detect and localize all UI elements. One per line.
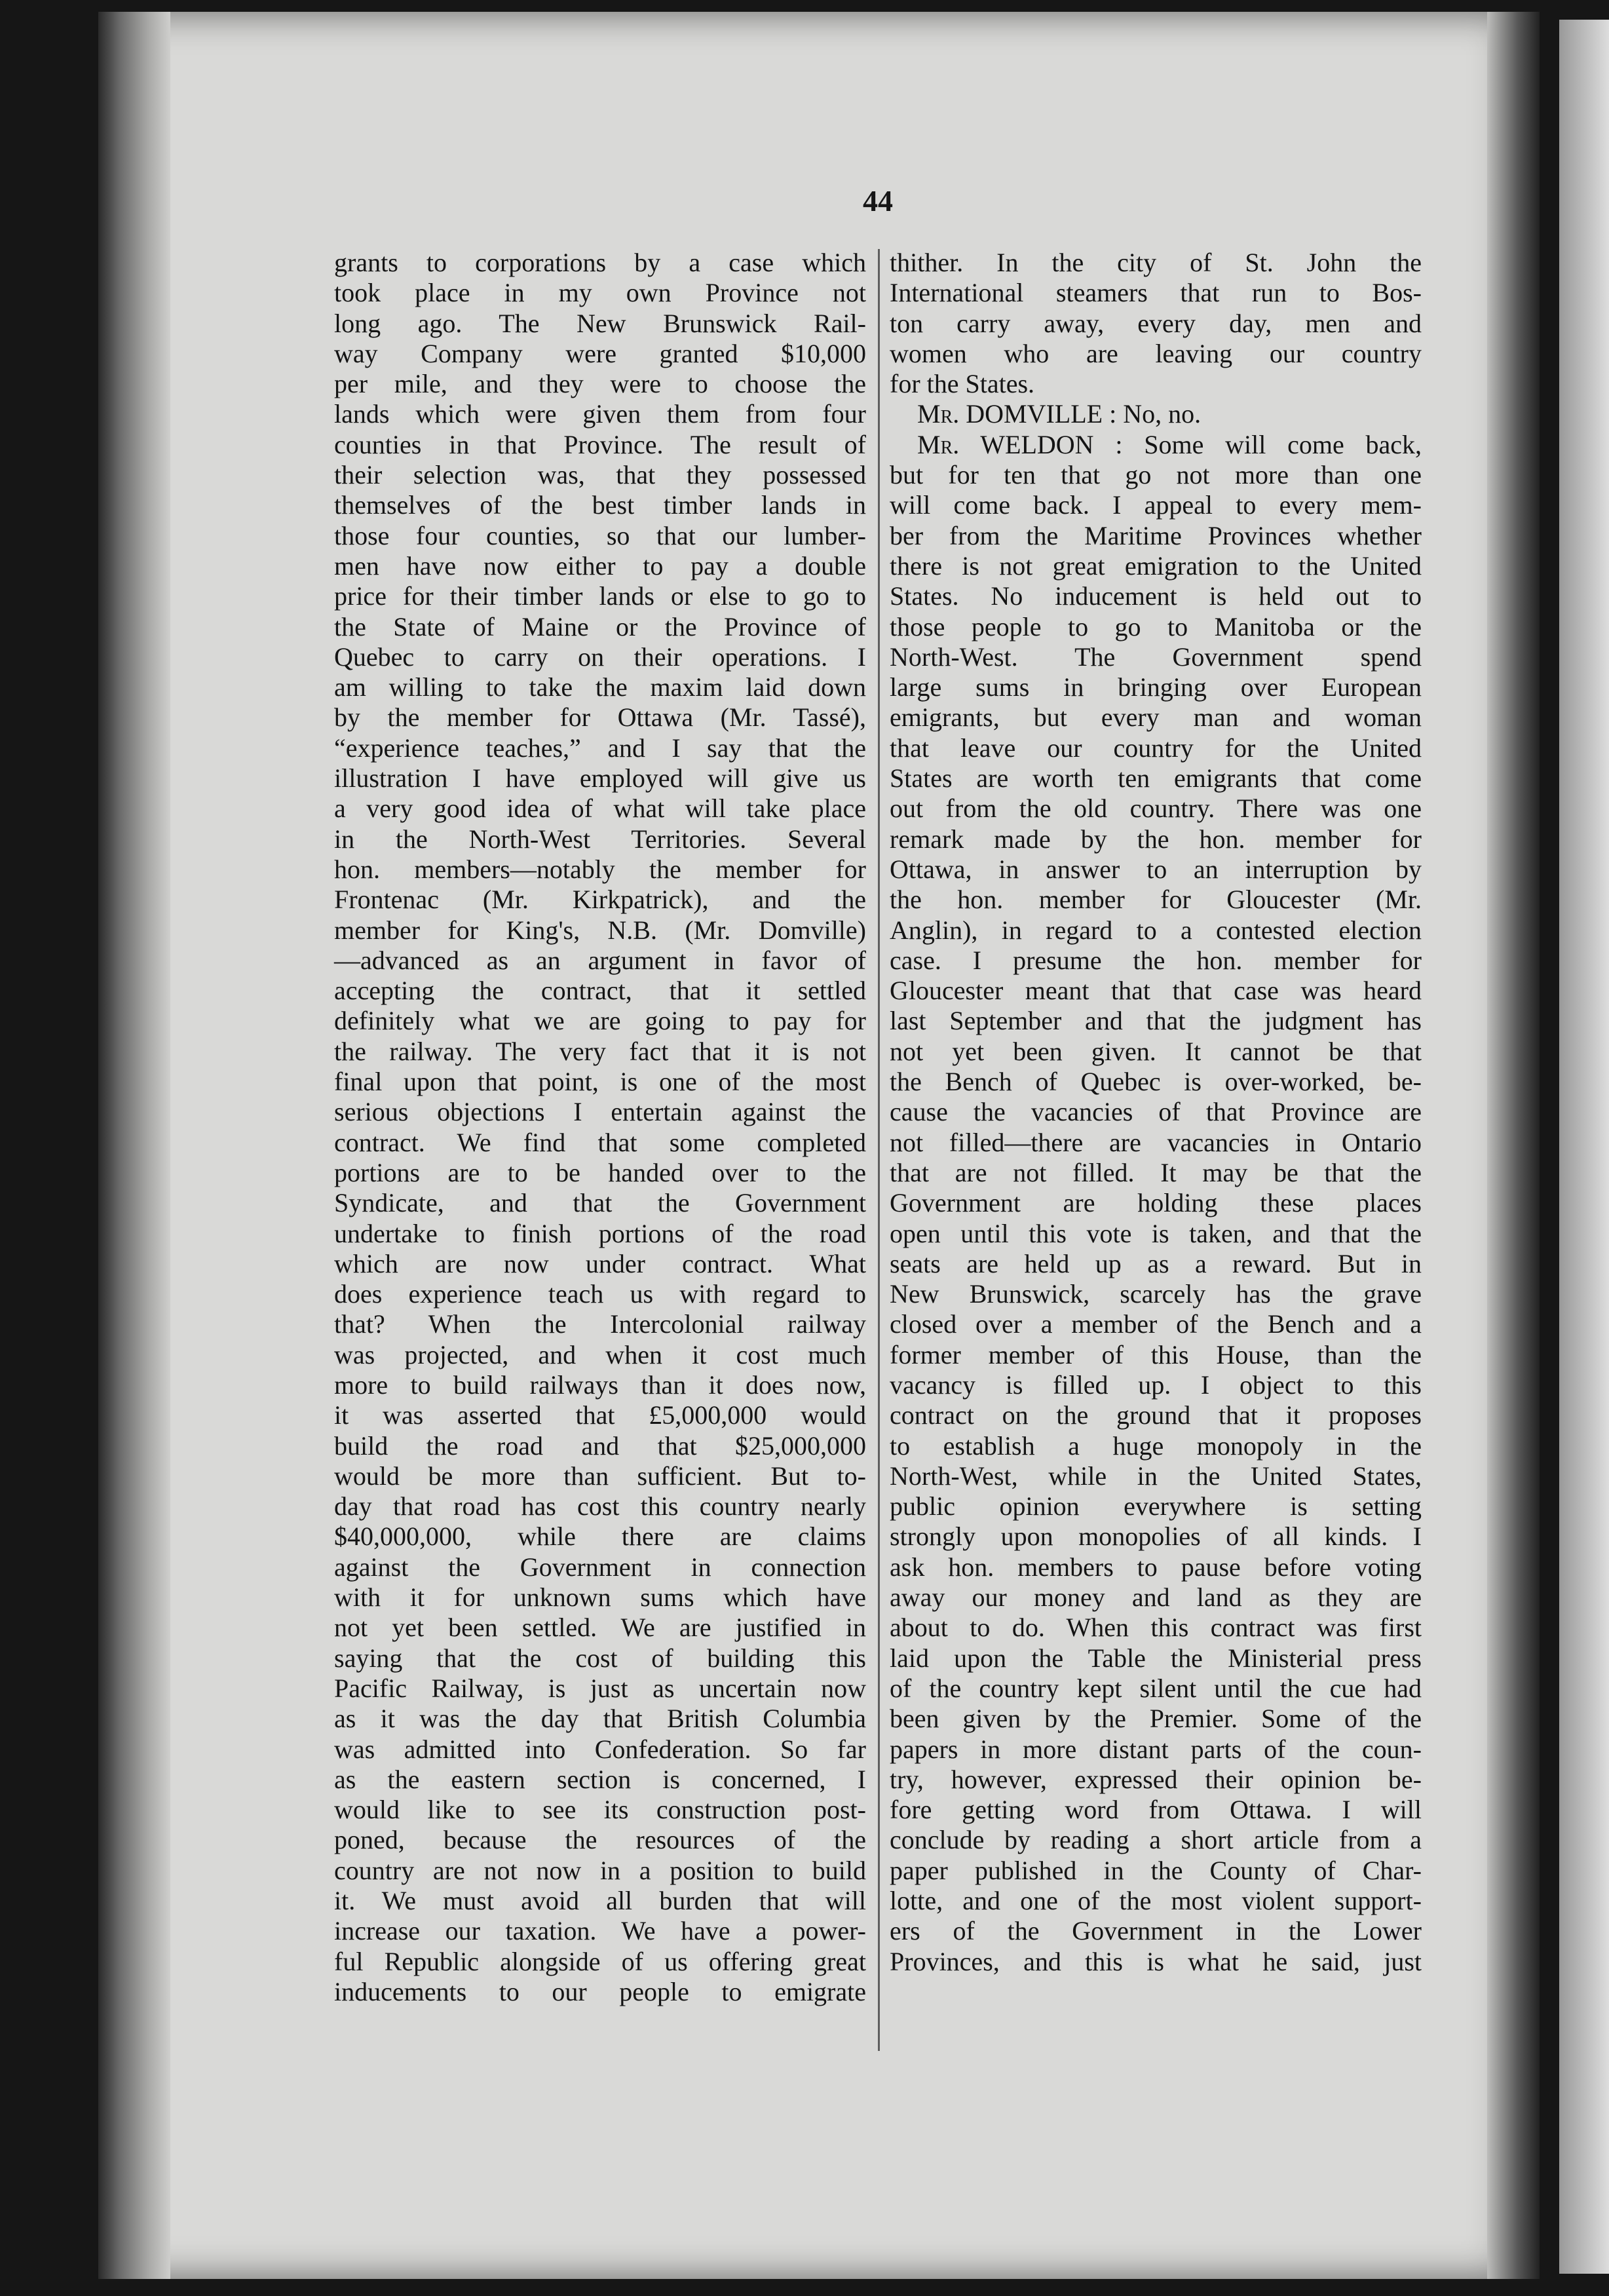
right-column bbox=[890, 248, 1422, 1977]
text-line: that are not filled. It may be that the bbox=[890, 1157, 1422, 1187]
text-line: would be more than sufficient. But to- bbox=[334, 1461, 866, 1491]
text-line: ask hon. members to pause before voting bbox=[890, 1552, 1422, 1582]
text-line: not yet been given. It cannot be that bbox=[890, 1036, 1422, 1066]
text-line: definitely what we are going to pay for bbox=[334, 1006, 866, 1036]
text-line: those four counties, so that our lumber- bbox=[334, 520, 866, 550]
text-line: Quebec to carry on their operations. I bbox=[334, 641, 866, 672]
text-line: North-West, while in the United States, bbox=[890, 1461, 1422, 1491]
text-line: lotte, and one of the most violent support- bbox=[890, 1886, 1422, 1916]
text-line: ber from the Maritime Provinces whether bbox=[890, 520, 1422, 550]
text-line: strongly upon monopolies of all kinds. I bbox=[890, 1521, 1422, 1552]
text-line: inducements to our people to emigrate bbox=[334, 1976, 866, 2006]
text-line: that? When the Intercolonial railway bbox=[334, 1309, 866, 1339]
text-line: long ago. The New Brunswick Rail- bbox=[334, 308, 866, 338]
text-line: increase our taxation. We have a power- bbox=[334, 1916, 866, 1946]
text-line: ers of the Government in the Lower bbox=[890, 1916, 1422, 1946]
text-line: there is not great emigration to the United bbox=[890, 550, 1422, 581]
speaker-domville: Mr. DOMVILLE : bbox=[917, 399, 1117, 429]
next-page-edge bbox=[1559, 20, 1609, 2274]
text-line: final upon that point, is one of the most bbox=[334, 1067, 866, 1097]
text-line: away our money and land as they are bbox=[890, 1582, 1422, 1613]
text-line: more to build railways than it does now, bbox=[334, 1369, 866, 1400]
text-line: International steamers that run to Bos- bbox=[890, 278, 1422, 308]
text-line: paper published in the County of Char- bbox=[890, 1855, 1422, 1885]
text-line: lands which were given them from four bbox=[334, 399, 866, 429]
text-line: price for their timber lands or else to go to bbox=[334, 581, 866, 611]
text-line: would like to see its construction post- bbox=[334, 1795, 866, 1825]
text-line: case. I presume the hon. member for bbox=[890, 945, 1422, 975]
text-line: about to do. When this contract was first bbox=[890, 1613, 1422, 1643]
text-line: fore getting word from Ottawa. I will bbox=[890, 1795, 1422, 1825]
text-line: conclude by reading a short article from a bbox=[890, 1825, 1422, 1855]
speaker-weldon: Mr. WELDON : bbox=[917, 429, 1123, 459]
weldon-first-text: Some will come back, bbox=[1144, 429, 1422, 459]
text-line: illustration I have employed will give us bbox=[334, 763, 866, 794]
text-line: day that road has cost this country nearly bbox=[334, 1491, 866, 1521]
text-line: Ottawa, in answer to an interruption by bbox=[890, 854, 1422, 884]
text-line: States are worth ten emigrants that come bbox=[890, 763, 1422, 794]
text-line: was projected, and when it cost much bbox=[334, 1339, 866, 1369]
text-line: but for ten that go not more than one bbox=[890, 460, 1422, 490]
text-line: not filled—there are vacancies in Ontario bbox=[890, 1127, 1422, 1157]
text-line: Pacific Railway, is just as uncertain now bbox=[334, 1673, 866, 1703]
text-line: that leave our country for the United bbox=[890, 733, 1422, 763]
column-divider bbox=[878, 249, 880, 2051]
text-line: in the North-West Territories. Several bbox=[334, 824, 866, 854]
page-number: 44 bbox=[863, 184, 893, 218]
text-line: a very good idea of what will take place bbox=[334, 794, 866, 824]
text-line: it was asserted that £5,000,000 would bbox=[334, 1400, 866, 1430]
text-line: will come back. I appeal to every mem- bbox=[890, 490, 1422, 520]
text-line: country are not now in a position to build bbox=[334, 1855, 866, 1885]
text-line: laid upon the Table the Ministerial press bbox=[890, 1643, 1422, 1673]
text-line: which are now under contract. What bbox=[334, 1248, 866, 1278]
text-line: —advanced as an argument in favor of bbox=[334, 945, 866, 975]
text-line: women who are leaving our country bbox=[890, 338, 1422, 368]
text-line: ton carry away, every day, men and bbox=[890, 308, 1422, 338]
text-line: took place in my own Province not bbox=[334, 278, 866, 308]
text-line: try, however, expressed their opinion be- bbox=[890, 1764, 1422, 1794]
text-line: emigrants, but every man and woman bbox=[890, 702, 1422, 733]
text-line: thither. In the city of St. John the bbox=[890, 248, 1422, 277]
text-line: to establish a huge monopoly in the bbox=[890, 1430, 1422, 1461]
text-line: North-West. The Government spend bbox=[890, 641, 1422, 672]
text-line: last September and that the judgment has bbox=[890, 1006, 1422, 1036]
text-line: portions are to be handed over to the bbox=[334, 1157, 866, 1187]
text-line: the Bench of Quebec is over-worked, be- bbox=[890, 1067, 1422, 1097]
text-line: it. We must avoid all burden that will bbox=[334, 1886, 866, 1916]
text-line: ful Republic alongside of us offering great bbox=[334, 1946, 866, 1976]
text-line: contract. We find that some completed bbox=[334, 1127, 866, 1157]
text-line: men have now either to pay a double bbox=[334, 550, 866, 581]
text-line: closed over a member of the Bench and a bbox=[890, 1309, 1422, 1339]
text-line: their selection was, that they possessed bbox=[334, 460, 866, 490]
text-line: for the States. bbox=[890, 369, 1035, 399]
left-column bbox=[334, 248, 866, 2007]
text-line: themselves of the best timber lands in bbox=[334, 490, 866, 520]
text-line: cause the vacancies of that Province are bbox=[890, 1097, 1422, 1127]
text-line: those people to go to Manitoba or the bbox=[890, 611, 1422, 641]
text-line: vacancy is filled up. I object to this bbox=[890, 1369, 1422, 1400]
text-line: former member of this House, than the bbox=[890, 1339, 1422, 1369]
text-line: seats are held up as a reward. But in bbox=[890, 1248, 1422, 1278]
text-line: as it was the day that British Columbia bbox=[334, 1704, 866, 1734]
text-line: papers in more distant parts of the coun- bbox=[890, 1734, 1422, 1764]
text-line: the railway. The very fact that it is not bbox=[334, 1036, 866, 1066]
domville-line bbox=[890, 399, 1422, 429]
text-line: out from the old country. There was one bbox=[890, 794, 1422, 824]
domville-text: No, no. bbox=[1123, 399, 1202, 429]
text-line: build the road and that $25,000,000 bbox=[334, 1430, 866, 1461]
text-line: open until this vote is taken, and that the bbox=[890, 1218, 1422, 1248]
text-line: serious objections I entertain against the bbox=[334, 1097, 866, 1127]
text-line: “experience teaches,” and I say that the bbox=[334, 733, 866, 763]
text-line: of the country kept silent until the cue had bbox=[890, 1673, 1422, 1703]
text-line: New Brunswick, scarcely has the grave bbox=[890, 1279, 1422, 1309]
text-line: been given by the Premier. Some of the bbox=[890, 1704, 1422, 1734]
text-line: large sums in bringing over European bbox=[890, 672, 1422, 702]
text-line: against the Government in connection bbox=[334, 1552, 866, 1582]
text-line: saying that the cost of building this bbox=[334, 1643, 866, 1673]
text-line: member for King's, N.B. (Mr. Domville) bbox=[334, 915, 866, 945]
text-line: remark made by the hon. member for bbox=[890, 824, 1422, 854]
text-line: does experience teach us with regard to bbox=[334, 1279, 866, 1309]
text-line: with it for unknown sums which have bbox=[334, 1582, 866, 1613]
text-line: the hon. member for Gloucester (Mr. bbox=[890, 885, 1422, 915]
text-line: poned, because the resources of the bbox=[334, 1825, 866, 1855]
text-line: was admitted into Confederation. So far bbox=[334, 1734, 866, 1764]
text-line: Syndicate, and that the Government bbox=[334, 1188, 866, 1218]
text-line: accepting the contract, that it settled bbox=[334, 976, 866, 1006]
text-line: public opinion everywhere is setting bbox=[890, 1491, 1422, 1521]
weldon-first-line bbox=[890, 430, 1422, 460]
text-line: undertake to finish portions of the road bbox=[334, 1218, 866, 1248]
page-right-shadow bbox=[1487, 12, 1540, 2279]
text-line: per mile, and they were to choose the bbox=[334, 369, 866, 399]
text-line: Government are holding these places bbox=[890, 1188, 1422, 1218]
text-line: States. No inducement is held out to bbox=[890, 581, 1422, 611]
text-line: am willing to take the maxim laid down bbox=[334, 672, 866, 702]
page-binding-edge bbox=[98, 12, 170, 2279]
text-line: Frontenac (Mr. Kirkpatrick), and the bbox=[334, 885, 866, 915]
text-line: Gloucester meant that that case was heard bbox=[890, 976, 1422, 1006]
text-line: not yet been settled. We are justified in bbox=[334, 1613, 866, 1643]
text-line: counties in that Province. The result of bbox=[334, 429, 866, 459]
text-line: by the member for Ottawa (Mr. Tassé), bbox=[334, 702, 866, 733]
text-line: contract on the ground that it proposes bbox=[890, 1400, 1422, 1430]
text-line: Anglin), in regard to a contested election bbox=[890, 915, 1422, 945]
text-line: hon. members—notably the member for bbox=[334, 854, 866, 884]
text-line: Provinces, and this is what he said, just bbox=[890, 1946, 1422, 1976]
text-line: way Company were granted $10,000 bbox=[334, 338, 866, 368]
text-line: $40,000,000, while there are claims bbox=[334, 1521, 866, 1552]
text-line: as the eastern section is concerned, I bbox=[334, 1764, 866, 1794]
text-line: grants to corporations by a case which bbox=[334, 248, 866, 277]
text-line: the State of Maine or the Province of bbox=[334, 611, 866, 641]
